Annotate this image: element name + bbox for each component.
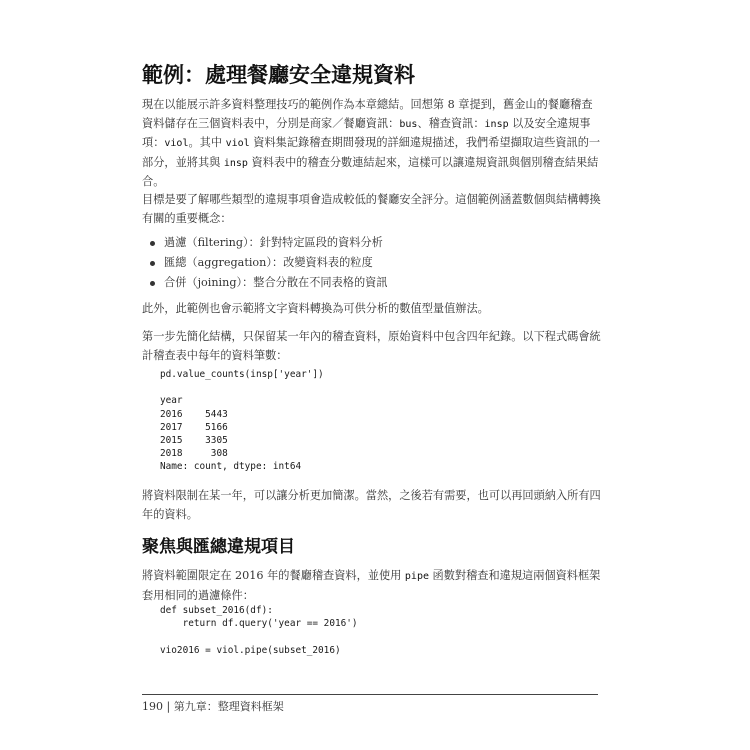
transform-paragraph: 此外，此範例也會示範將文字資料轉換為可供分析的數值型量值辦法。 [142, 302, 489, 315]
page-number: 190 [142, 700, 163, 713]
intro-text-3: 以及安全違規事項： [142, 116, 591, 149]
list-item [142, 253, 602, 273]
inline-code-pipe: pipe [404, 571, 429, 582]
bullet-icon [150, 261, 155, 266]
concept-joining: 合併（joining）：整合分散在不同表格的資訊 [164, 276, 388, 289]
footer-divider [142, 694, 598, 695]
bullet-icon [150, 281, 155, 286]
goal-paragraph: 目標是要了解哪些類型的違規事項會造成較低的餐廳安全評分。這個範例涵蓋數個與結構轉換有關的重要概念： [142, 193, 601, 225]
limit-paragraph: 將資料限制在某一年，可以讓分析更加簡潔。當然，之後若有需要，也可以再回頭納入所有四年的資料。 [142, 489, 601, 521]
intro-text-2: 、稽查資訊： [417, 116, 485, 130]
list-item [142, 273, 602, 293]
code-block-value-counts: pd.value_counts(insp['year']) year 2016 5443 2017 5166 2015 3305 2018 308 Name: count, dtype: int64 [160, 369, 324, 473]
intro-text-6: 資料表中的稽查分數連結起來，這樣可以讓違規資訊與個別稽查結果結合。 [142, 155, 599, 188]
section-title: 範例：處理餐廳安全違規資料 [142, 63, 415, 87]
intro-text-1: 現在以能展示許多資料整理技巧的範例作為本章總結。回想第 8 章提到，舊金山的餐廳稽查資料儲存在三個資料表中，分別是商家／餐廳資訊： [142, 98, 593, 130]
footer-separator: | [166, 700, 171, 713]
concept-list [142, 233, 602, 293]
inline-code-insp: insp [484, 118, 509, 130]
step-paragraph: 第一步先簡化結構，只保留某一年內的稽查資料，原始資料中包含四年紀錄。以下程式碼會統計稽查表中每年的資料筆數： [142, 330, 601, 362]
pipe-text-2: 函數對稽查和違規這兩個資料框架套用相同的過濾條件： [142, 569, 601, 602]
intro-text-4: 。其中 [188, 136, 226, 149]
pipe-paragraph [142, 567, 602, 605]
page-footer [142, 699, 284, 715]
bullet-icon [150, 241, 155, 246]
intro-text-5: 資料集記錄稽查期間發現的詳細違規描述，我們希望擷取這些資訊的一部分，並將其與 [142, 136, 601, 169]
inline-code-insp-2: insp [223, 157, 248, 169]
concept-filtering: 過濾（filtering）：針對特定區段的資料分析 [164, 236, 383, 249]
concept-aggregation: 匯總（aggregation）：改變資料表的粒度 [164, 256, 373, 269]
inline-code-viol-2: viol [225, 138, 250, 149]
intro-paragraph [142, 96, 602, 192]
subsection-title: 聚焦與匯總違規項目 [142, 537, 295, 557]
list-item [142, 233, 602, 253]
code-block-subset: def subset_2016(df): return df.query('year == 2016') vio2016 = viol.pipe(subset_2016) [160, 605, 358, 656]
inline-code-viol: viol [164, 138, 189, 149]
inline-code-bus: bus [399, 118, 418, 130]
chapter-title: 第九章：整理資料框架 [173, 700, 284, 713]
pipe-text-1: 將資料範圍限定在 2016 年的餐廳稽查資料，並使用 [142, 569, 405, 582]
